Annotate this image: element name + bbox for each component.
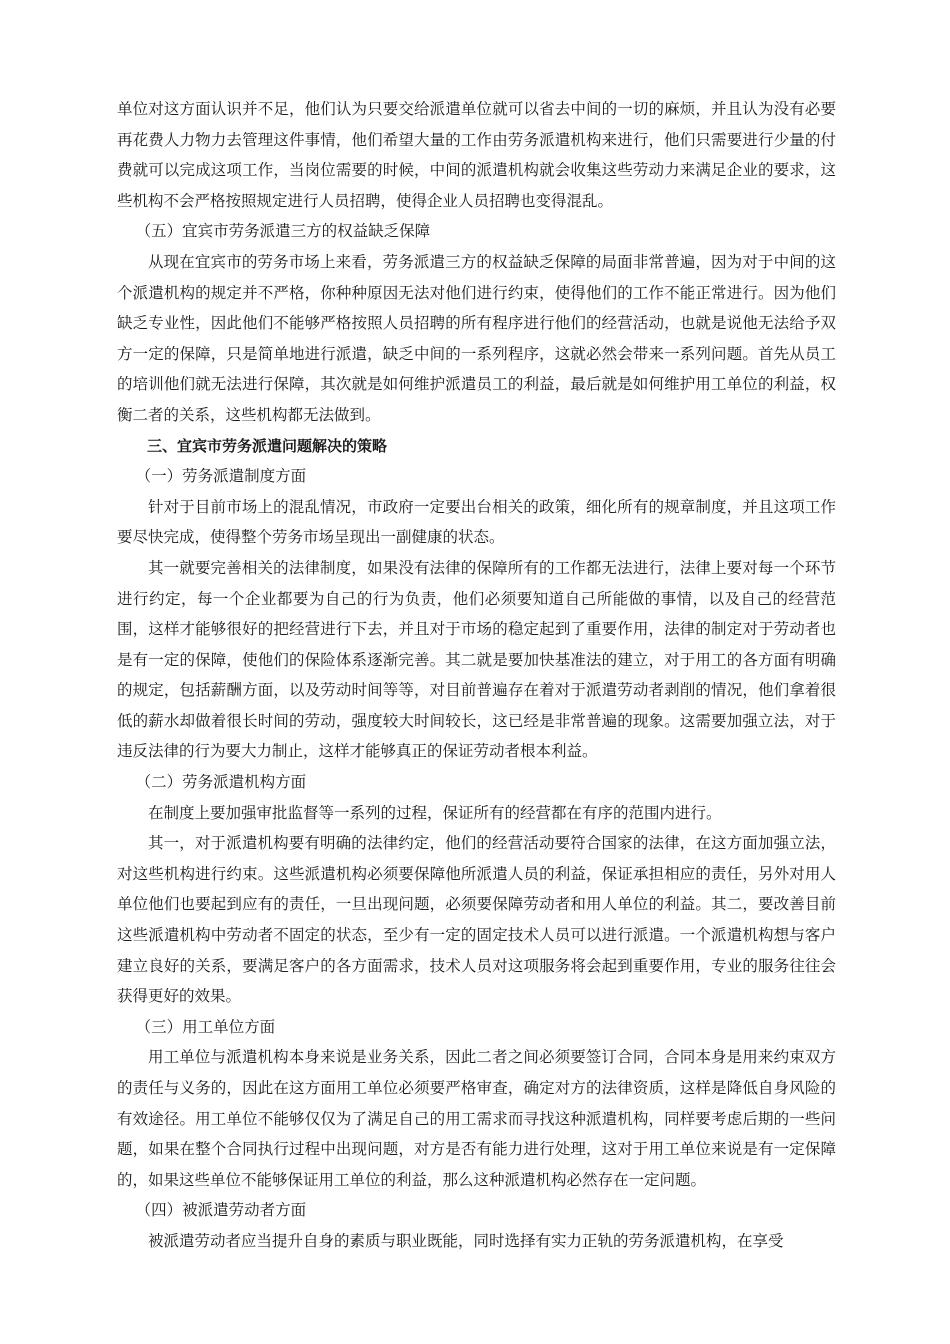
paragraph-three: 用工单位与派遣机构本身来说是业务关系，因此二者之间必须要签订合同，合同本身是用来约束双方的责任与义务的，因此在这方面用工单位必须要严格审查，确定对方的法律资质，这样是降低自身风险的有效途径。用工单位不能够仅仅为了满足自己的用工需求而寻找这种派遣机构，同样要考虑后期的一些问题，如果在整个合同执行过程中出现问题，对方是否有能力进行处理，这对于用工单位来说是有一定保障的，如果这些单位不能够保证用工单位的利益，那么这种派遣机构必然存在一定问题。 — [117, 1048, 836, 1189]
section-heading-3: 三、宜宾市劳务派遣问题解决的策略 — [147, 436, 388, 455]
subheading-five: （五）宜宾市劳务派遣三方的权益缺乏保障 — [135, 222, 431, 241]
paragraph-one-b: 其一就要完善相关的法律制度，如果没有法律的保障所有的工作都无法进行，法律上要对每一个环节进行约定，每一个企业都要为自己的行为负责，他们必须要知道自己所能做的事情，以及自己的经营范围，这样才能够很好的把经营进行下去，并且对于市场的稳定起到了重要作用，法律的制定对于劳动者也是有一定的保障，使他们的保险体系逐渐完善。其二就是要加快基准法的建立，对于用工的各方面有明确的规定，包括薪酬方面，以及劳动时间等等，对目前普遍存在着对于派遣劳动者剥削的情况，他们拿着很低的薪水却做着很长时间的劳动，强度较大时间较长，这已经是非常普遍的现象。这需要加强立法，对于违反法律的行为要大力制止，这样才能够真正的保证劳动者根本利益。 — [117, 558, 836, 761]
paragraph-four: 被派遣劳动者应当提升自身的素质与职业既能，同时选择有实力正轨的劳务派遣机构，在享受 — [148, 1231, 784, 1250]
subheading-one: （一）劳务派遣制度方面 — [135, 467, 307, 486]
paragraph-intro: 单位对这方面认识并不足，他们认为只要交给派遣单位就可以省去中间的一切的麻烦，并且认为没有必要再花费人力物力去管理这件事情，他们希望大量的工作由劳务派遣机构来进行，他们只需要进行少量的付费就可以完成这项工作，当岗位需要的时候，中间的派遣机构就会收集这些劳动力来满足企业的要求，这些机构不会严格按照规定进行人员招聘，使得企业人员招聘也变得混乱。 — [117, 100, 836, 210]
paragraph-two-b: 其一，对于派遣机构要有明确的法律约定，他们的经营活动要符合国家的法律，在这方面加强立法，对这些机构进行约束。这些派遣机构必须要保障他所派遣人员的利益，保证承担相应的责任，另外对用人单位他们也要起到应有的责任，一旦出现问题，必须要保障劳动者和用人单位的利益。其二，要改善目前这些派遣机构中劳动者不固定的状态，至少有一定的固定技术人员可以进行派遣。一个派遣机构想与客户建立良好的关系，要满足客户的各方面需求，技术人员对这项服务将会起到重要作用，专业的服务往往会获得更好的效果。 — [117, 834, 836, 1006]
subheading-three: （三）用工单位方面 — [135, 1017, 276, 1036]
subheading-four: （四）被派遣劳动者方面 — [135, 1201, 307, 1220]
document-page — [117, 94, 836, 1257]
paragraph-one-a: 针对于目前市场上的混乱情况，市政府一定要出台相关的政策，细化所有的规章制度，并且这项工作要尽快完成，使得整个劳务市场呈现出一副健康的状态。 — [117, 497, 836, 547]
subheading-two: （二）劳务派遣机构方面 — [135, 773, 307, 792]
paragraph-two-a: 在制度上要加强审批监督等一系列的过程，保证所有的经营都在有序的范围内进行。 — [148, 803, 722, 822]
paragraph-five: 从现在宜宾市的劳务市场上来看，劳务派遣三方的权益缺乏保障的局面非常普遍，因为对于中间的这个派遣机构的规定并不严格，你种种原因无法对他们进行约束，使得他们的工作不能正常进行。因为他们缺乏专业性，因此他们不能够严格按照人员招聘的所有程序进行他们的经营活动，也就是说他无法给予双方一定的保障，只是简单地进行派遣，缺乏中间的一系列程序，这就必然会带来一系列问题。首先从员工的培训他们就无法进行保障，其次就是如何维护派遣员工的利益，最后就是如何维护用工单位的利益，权衡二者的关系，这些机构都无法做到。 — [117, 252, 836, 424]
